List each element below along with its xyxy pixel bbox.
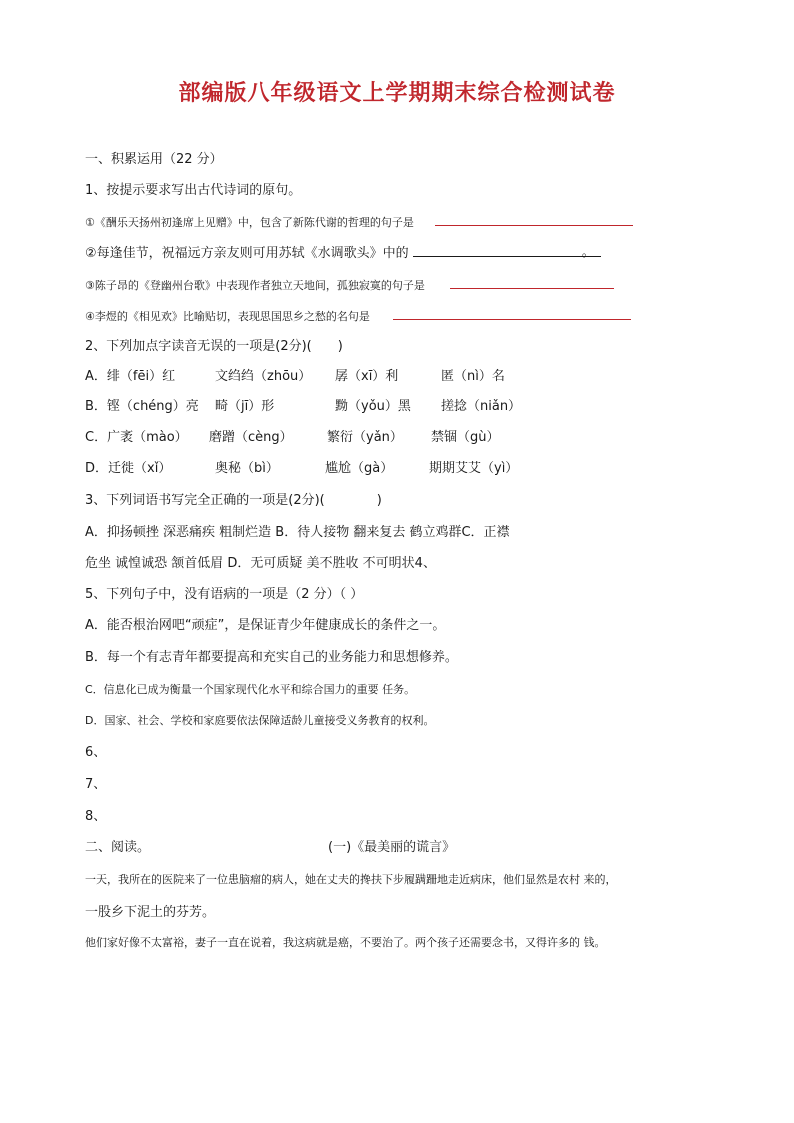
q1-item-2 (85, 244, 601, 263)
passage-paragraph-3: 他们家好像不太富裕，妻子一直在说着，我这病就是癌，不要治了。两个孩子还需要念书，又得许多的 钱。 (85, 936, 606, 949)
q2-option-c (85, 429, 500, 447)
q3-line-2: 危坐 诚惶诚恐 颔首低眉 D．无可质疑 美不胜收 不可明状4、 (85, 556, 436, 571)
q1-item-4-text: ④李煜的《相见欢》比喻贴切，表现思国思乡之愁的名句是 (85, 310, 370, 323)
q1-item-3 (85, 276, 614, 295)
q2-d-4: 期期艾艾（yì） (429, 461, 519, 476)
q2-b-2: 畸（jī）形 (215, 399, 275, 414)
q5-option-a: A．能否根治网吧“顽症”，是保证青少年健康成长的条件之一。 (85, 618, 446, 633)
q7-label: 7、 (85, 777, 107, 792)
q3-prompt: 3、下列词语书写完全正确的一项是(2分)( ) (85, 493, 382, 508)
answer-blank-2[interactable] (413, 244, 601, 260)
q6-label: 6、 (85, 745, 107, 760)
q2-c-1: C．广袤（mào） (85, 430, 188, 445)
q2-prompt: 2、下列加点字读音无误的一项是(2分)( ) (85, 339, 343, 354)
q5-option-b: B．每一个有志青年都要提高和充实自己的业务能力和思想修养。 (85, 650, 458, 665)
q1-item-4 (85, 307, 631, 326)
q2-c-2: 磨蹭（cèng） (209, 430, 293, 445)
q2-a-4: 匿（nì）名 (441, 369, 505, 384)
passage-paragraph-1: 一天，我所在的医院来了一位患脑瘤的病人，她在丈夫的搀扶下步履蹒跚地走近病床，他们显然是农村 来的， (85, 873, 617, 886)
q2-a-2: 文绉绉（zhōu） (215, 369, 312, 384)
q2-option-d (85, 460, 518, 478)
q2-d-2: 奥秘（bì） (215, 461, 279, 476)
q1-item-2-period: 。 (581, 245, 595, 260)
q1-item-2-text: ②每逢佳节，祝福远方亲友则可用苏轼《水调歌头》中的 (85, 246, 409, 261)
q1-item-3-text: ③陈子昂的《登幽州台歌》中表现作者独立天地间，孤独寂寞的句子是 (85, 279, 425, 292)
q2-option-b (85, 398, 521, 416)
q2-d-1: D．迁徙（xǐ） (85, 461, 172, 476)
section1-heading: 一、积累运用（22 分） (85, 152, 223, 167)
q2-c-4: 禁锢（gù） (431, 430, 500, 445)
q2-b-1: B．铿（chéng）亮 (85, 399, 199, 414)
q2-c-3: 繁衍（yǎn） (327, 430, 403, 445)
q2-d-3: 尴尬（gà） (325, 461, 394, 476)
q2-option-a (85, 368, 505, 386)
answer-blank-4[interactable] (393, 307, 631, 320)
passage-title: (一)《最美丽的谎言》 (328, 840, 456, 855)
q2-b-4: 搓捻（niǎn） (441, 399, 522, 414)
q3-line-1: A．抑扬顿挫 深恶痛疾 粗制烂造 B．待人接物 翻来复去 鹤立鸡群C．正襟 (85, 525, 510, 540)
q1-item-1-text: ①《酬乐天扬州初逢席上见赠》中，包含了新陈代谢的哲理的句子是 (85, 216, 414, 229)
answer-blank-3[interactable] (450, 276, 614, 289)
q1-prompt: 1、按提示要求写出古代诗词的原句。 (85, 183, 302, 198)
page-title: 部编版八年级语文上学期期末综合检测试卷 (178, 80, 616, 106)
q2-a-1: A．绯（fēi）红 (85, 369, 176, 384)
section2-heading: 二、阅读。 (85, 840, 151, 855)
q5-option-d: D．国家、社会、学校和家庭要依法保障适龄儿童接受义务教育的权利。 (85, 714, 435, 727)
q1-item-1 (85, 213, 633, 232)
q5-prompt: 5、下列句子中，没有语病的一项是（2 分）（ ） (85, 587, 364, 602)
q2-b-3: 黝（yǒu）黑 (335, 399, 411, 414)
passage-paragraph-2: 一股乡下泥土的芬芳。 (85, 905, 216, 920)
q2-a-3: 孱（xī）利 (335, 369, 399, 384)
answer-blank-1[interactable] (435, 213, 633, 226)
q5-option-c: C．信息化已成为衡量一个国家现代化水平和综合国力的重要 任务。 (85, 683, 416, 696)
q8-label: 8、 (85, 809, 107, 824)
